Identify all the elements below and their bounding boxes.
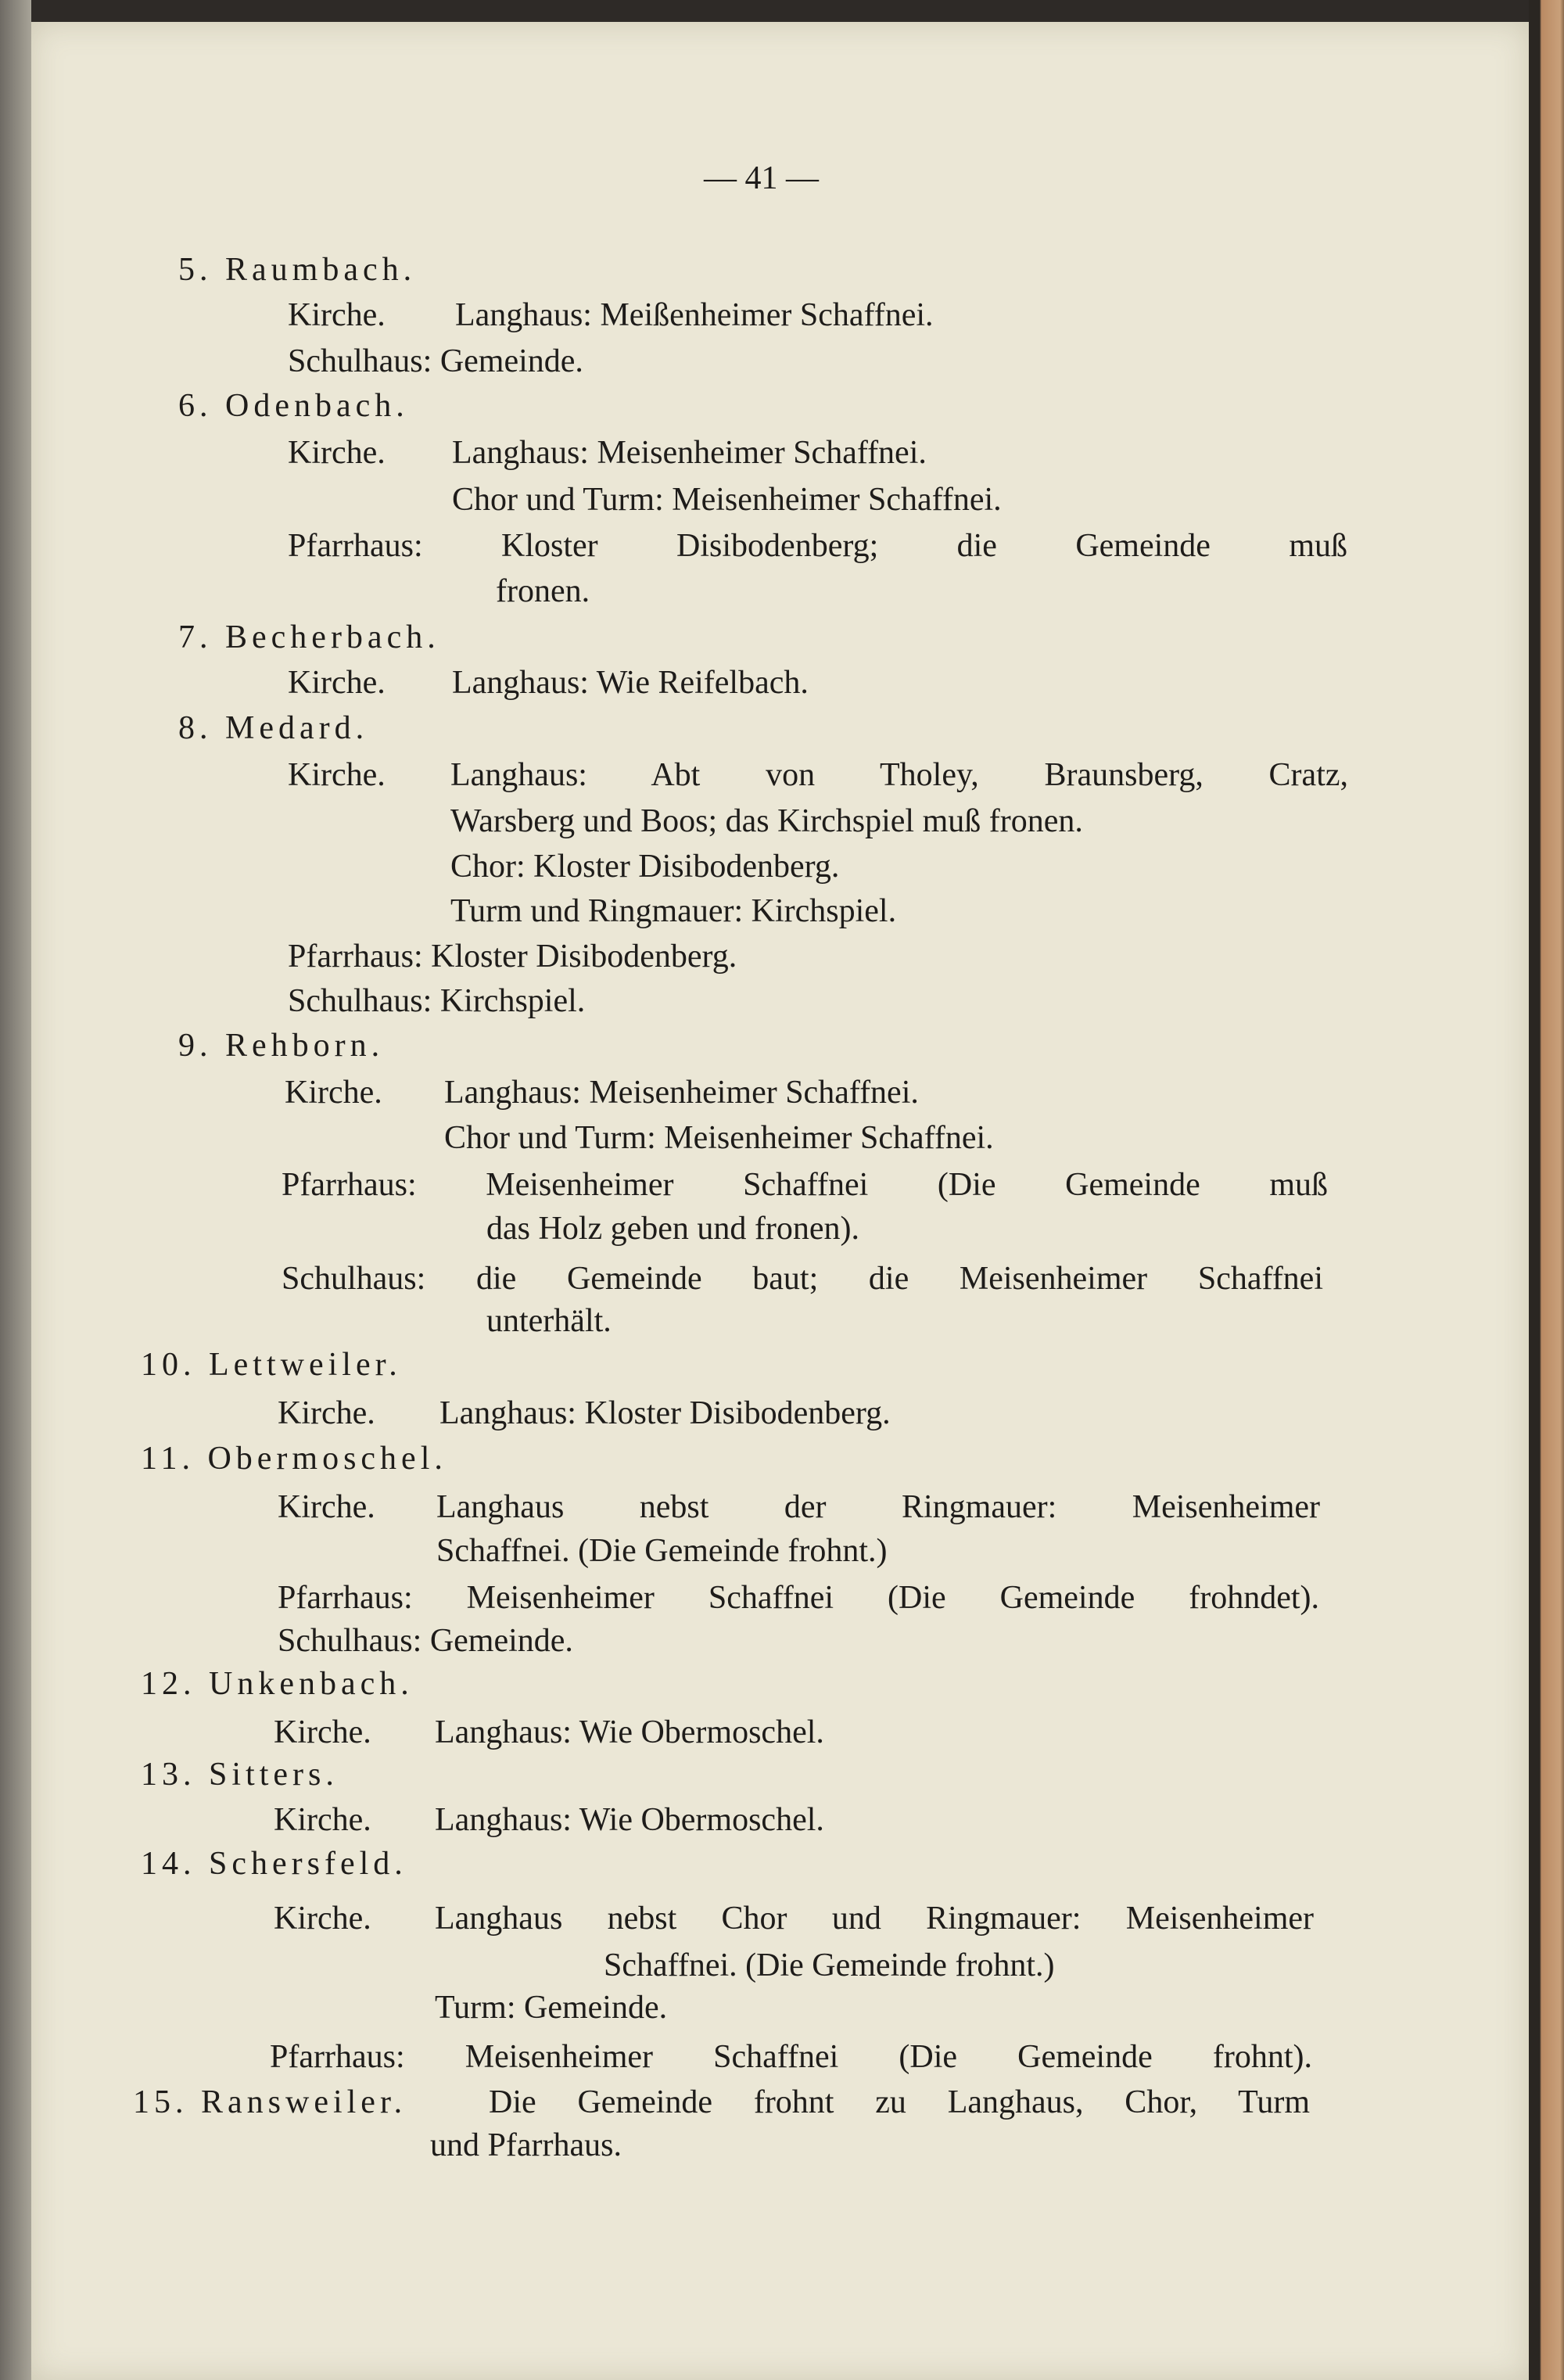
scan-left-edge [0, 0, 31, 2380]
entry-heading: 10. Lettweiler. [141, 1347, 402, 1383]
text-line: Langhaus: Kloster Disibodenberg. [439, 1395, 891, 1431]
text-line: Chor und Turm: Meisenheimer Schaffnei. [452, 482, 1002, 518]
text-line: Turm: Gemeinde. [435, 1990, 668, 2026]
entry-heading: 5. Raumbach. [178, 252, 417, 288]
entry-heading: 15. Ransweiler. [133, 2084, 407, 2120]
entry-heading: 11. Obermoschel. [141, 1441, 447, 1477]
text-line: Langhaus nebst Chor und Ringmauer: Meisenheimer [435, 1901, 1314, 1937]
text-line: Pfarrhaus: Meisenheimer Schaffnei (Die Gemeinde frohnt). [270, 2039, 1312, 2075]
text-line: Langhaus: Abt von Tholey, Braunsberg, Cratz, [450, 757, 1348, 793]
entry-heading: 9. Rehborn. [178, 1028, 385, 1064]
scan-top-edge [0, 0, 1564, 22]
entry-heading: 13. Sitters. [141, 1757, 339, 1793]
entry-heading: 7. Becherbach. [178, 619, 440, 655]
label: Kirche. [288, 757, 386, 793]
label: Kirche. [278, 1489, 375, 1525]
entry-heading: 14. Schersfeld. [141, 1846, 407, 1882]
text-line: Langhaus nebst der Ringmauer: Meisenheimer [436, 1489, 1320, 1525]
label: Kirche. [278, 1395, 375, 1431]
text-line: Langhaus: Wie Obermoschel. [435, 1714, 824, 1750]
label: Kirche. [288, 665, 386, 701]
label: Kirche. [288, 297, 386, 333]
text-line: Schulhaus: Gemeinde. [288, 343, 583, 379]
text-line: Langhaus: Meißenheimer Schaffnei. [455, 297, 934, 333]
text-line: Langhaus: Meisenheimer Schaffnei. [452, 435, 927, 471]
text-line: und Pfarrhaus. [430, 2127, 622, 2163]
entry-heading: 6. Odenbach. [178, 388, 409, 424]
text-line: Chor und Turm: Meisenheimer Schaffnei. [444, 1120, 994, 1156]
entry-heading: 8. Medard. [178, 710, 369, 746]
text-line: Pfarrhaus: Kloster Disibodenberg. [288, 939, 737, 975]
text-line: Die Gemeinde frohnt zu Langhaus, Chor, Turm [489, 2084, 1310, 2120]
text-line: Warsberg und Boos; das Kirchspiel muß fronen. [450, 803, 1083, 839]
label: Kirche. [274, 1714, 371, 1750]
text-line: Turm und Ringmauer: Kirchspiel. [450, 893, 897, 929]
text-line: Langhaus: Wie Reifelbach. [452, 665, 809, 701]
text-line: Pfarrhaus: Meisenheimer Schaffnei (Die Gemeinde frohndet). [278, 1580, 1319, 1616]
entry-heading: 12. Unkenbach. [141, 1666, 414, 1702]
text-line: Schaffnei. (Die Gemeinde frohnt.) [604, 1947, 1055, 1983]
text-line: Langhaus: Meisenheimer Schaffnei. [444, 1075, 919, 1111]
text-line: Pfarrhaus: Kloster Disibodenberg; die Gemeinde muß [288, 528, 1347, 564]
text-line: unterhält. [486, 1303, 612, 1339]
text-line: Chor: Kloster Disibodenberg. [450, 849, 840, 885]
text-line: Schulhaus: Kirchspiel. [288, 983, 586, 1019]
label: Kirche. [274, 1802, 371, 1838]
page-number: — 41 — [704, 160, 819, 196]
text-line: fronen. [496, 573, 590, 609]
book-edge [1529, 0, 1564, 2380]
text-line: Schulhaus: Gemeinde. [278, 1623, 573, 1659]
text-line: Schaffnei. (Die Gemeinde frohnt.) [436, 1533, 888, 1569]
text-line: Pfarrhaus: Meisenheimer Schaffnei (Die Gemeinde muß [282, 1167, 1328, 1203]
label: Kirche. [274, 1901, 371, 1937]
text-line: Langhaus: Wie Obermoschel. [435, 1802, 824, 1838]
label: Kirche. [285, 1075, 382, 1111]
text-line: Schulhaus: die Gemeinde baut; die Meisenheimer Schaffnei [282, 1261, 1323, 1297]
text-line: das Holz geben und fronen). [486, 1211, 860, 1247]
label: Kirche. [288, 435, 386, 471]
